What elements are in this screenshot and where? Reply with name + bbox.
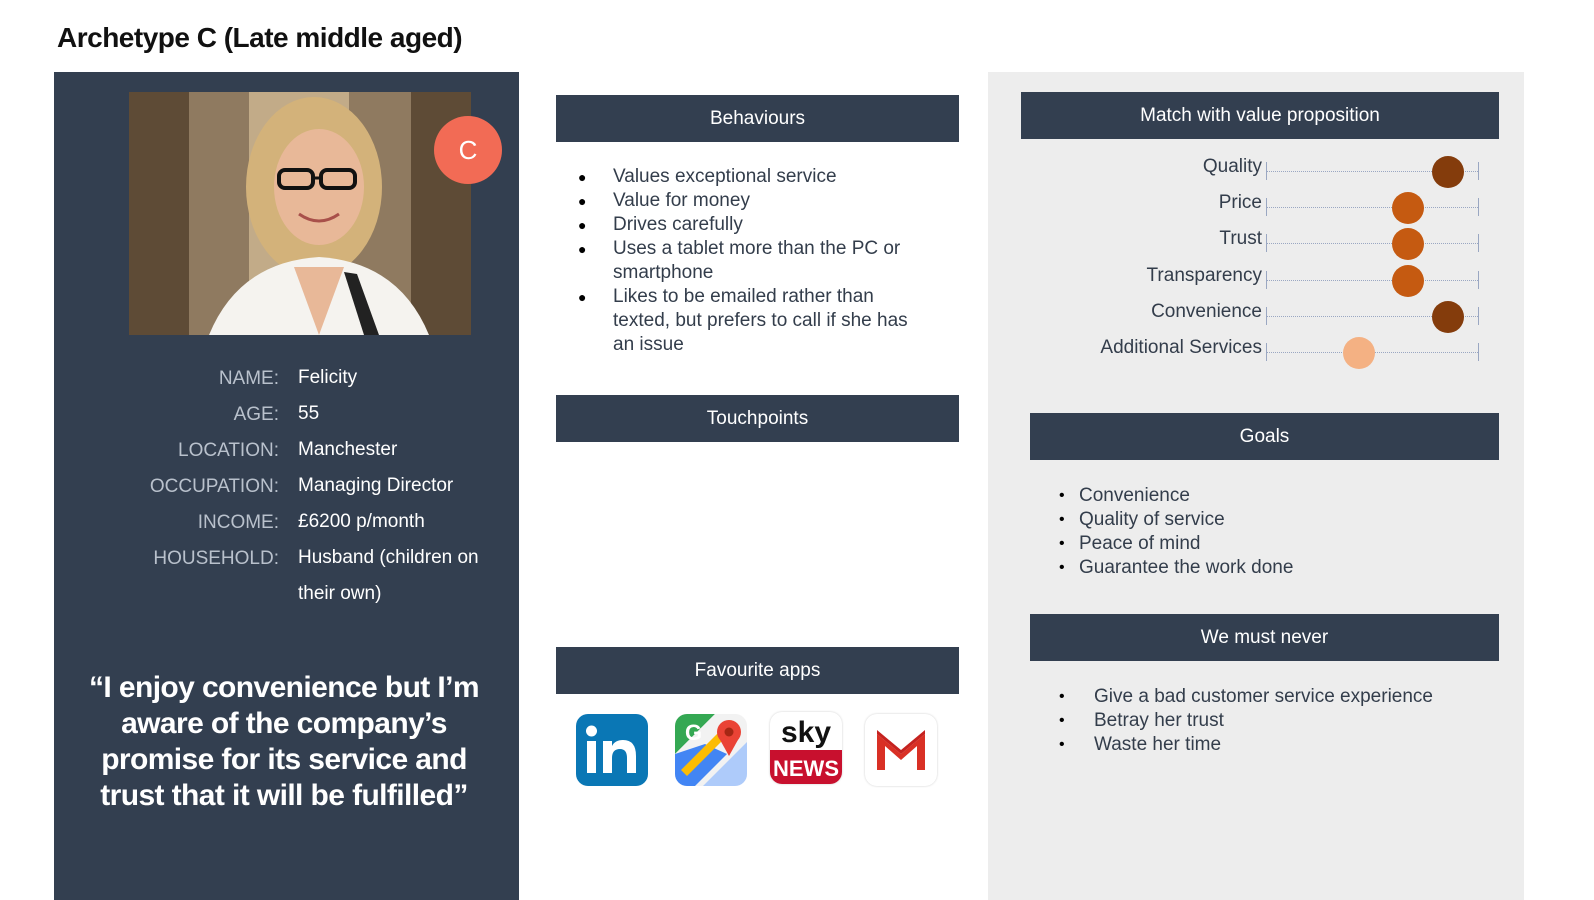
rating-dot (1343, 337, 1375, 369)
list-item: • Give a bad customer service experience (1059, 685, 1433, 709)
sky-news-icon (770, 712, 842, 784)
info-value: Managing Director (298, 475, 454, 496)
info-row-name (54, 362, 519, 398)
rating-track (1266, 280, 1478, 281)
list-item: • Convenience (1059, 484, 1293, 508)
rating-label: Additional Services (1100, 337, 1262, 358)
rating-row (1020, 156, 1480, 186)
info-label: LOCATION: (178, 440, 279, 461)
rating-scale-end (1478, 307, 1479, 325)
list-item: ● Drives carefully (578, 213, 918, 237)
gmail-icon (865, 714, 937, 786)
favourite-apps-header: Favourite apps (556, 647, 959, 694)
rating-label: Transparency (1146, 264, 1262, 286)
google-maps-icon (675, 714, 747, 786)
linkedin-icon (576, 714, 648, 786)
info-label: NAME: (218, 368, 279, 389)
persona-quote: “I enjoy convenience but I’m aware of the company’s promise for its service and trust that it will be fulfilled” (89, 671, 479, 812)
rating-scale-end (1478, 343, 1479, 361)
rating-label: Trust (1219, 228, 1262, 250)
info-value: Manchester (298, 439, 398, 460)
rating-dot (1432, 156, 1464, 188)
persona-panel (54, 72, 519, 900)
list-item: • Betray her trust (1059, 709, 1433, 733)
rating-track (1266, 207, 1478, 208)
persona-info (54, 362, 519, 614)
rating-row (1020, 228, 1480, 258)
info-row-household (54, 542, 519, 614)
rating-row (1020, 337, 1480, 367)
info-value: Husband (children on their own) (298, 547, 479, 604)
rating-row (1020, 192, 1480, 222)
info-label: AGE: (233, 404, 279, 425)
rating-track (1266, 243, 1478, 244)
rating-label: Quality (1202, 156, 1262, 177)
google-maps-letter: G (685, 720, 703, 745)
rating-scale-end (1478, 162, 1479, 180)
never-header: We must never (1030, 614, 1499, 661)
goals-list (1059, 484, 1293, 580)
rating-label: Convenience (1151, 300, 1262, 322)
touchpoints-header: Touchpoints (556, 395, 959, 442)
info-value: £6200 p/month (298, 511, 425, 532)
behaviours-header: Behaviours (556, 95, 959, 142)
rating-row (1020, 301, 1480, 331)
info-row-income (54, 506, 519, 542)
rating-row (1020, 265, 1480, 295)
info-row-age (54, 398, 519, 434)
list-item: • Quality of service (1059, 508, 1293, 532)
info-row-occupation (54, 470, 519, 506)
rating-scale-end (1478, 234, 1479, 252)
info-row-location (54, 434, 519, 470)
list-item: • Peace of mind (1059, 532, 1293, 556)
list-item: • Waste her time (1059, 733, 1433, 757)
page-title: Archetype C (Late middle aged) (57, 22, 463, 53)
info-label: HOUSEHOLD: (153, 548, 279, 569)
rating-dot (1392, 192, 1424, 224)
list-item: ● Values exceptional service (578, 165, 918, 189)
list-item: ● Uses a tablet more than the PC or smartphone (578, 237, 918, 285)
persona-photo (129, 92, 471, 335)
match-header: Match with value proposition (1021, 92, 1499, 139)
goals-header: Goals (1030, 413, 1499, 460)
info-label: INCOME: (197, 512, 279, 533)
rating-dot (1432, 301, 1464, 333)
persona-portrait-image (129, 92, 471, 335)
list-item: • Guarantee the work done (1059, 556, 1293, 580)
archetype-badge: C (434, 116, 502, 184)
rating-dot (1392, 265, 1424, 297)
never-list (1059, 685, 1433, 757)
list-item: ● Likes to be emailed rather than texted, but prefers to call if she has an issue (578, 285, 918, 357)
list-item: ● Value for money (578, 189, 918, 213)
rating-label: Price (1218, 192, 1262, 214)
sky-logo-text: sky (780, 716, 832, 749)
info-label: OCCUPATION: (149, 476, 279, 497)
info-value: 55 (298, 403, 320, 424)
behaviours-list (578, 165, 918, 357)
info-value: Felicity (298, 367, 358, 388)
rating-dot (1392, 228, 1424, 260)
rating-scale-end (1478, 271, 1479, 289)
news-logo-text: NEWS (773, 756, 839, 781)
rating-scale-end (1478, 198, 1479, 216)
